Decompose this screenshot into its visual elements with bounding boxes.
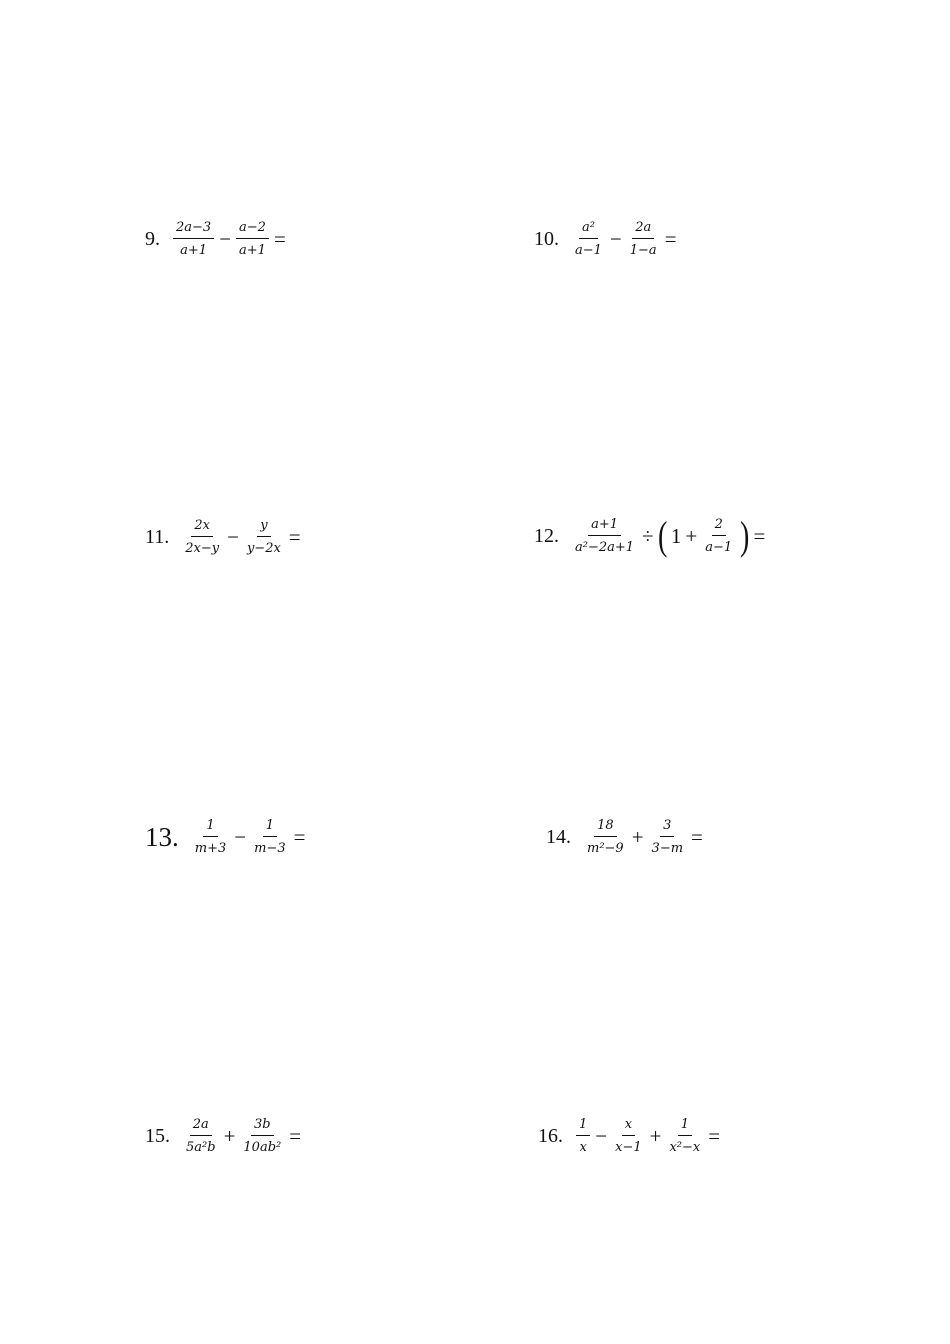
fraction	[576, 1117, 590, 1155]
denominator: x²−x	[669, 1140, 701, 1155]
fraction	[240, 1117, 284, 1155]
plus-sign: +	[223, 1123, 236, 1148]
denominator: 3−m	[651, 841, 684, 856]
denominator: a−1	[705, 540, 733, 555]
numerator: a+1	[588, 517, 621, 536]
minus-sign: −	[227, 524, 239, 549]
numerator: 18	[594, 818, 617, 837]
fraction	[236, 220, 269, 258]
numerator: 2	[712, 517, 726, 536]
problem-number: 13.	[145, 821, 179, 852]
denominator: a²−2a+1	[575, 540, 635, 555]
right-parenthesis: )	[740, 513, 750, 558]
fraction	[666, 1117, 703, 1155]
fraction	[182, 518, 222, 556]
numerator: 2x	[191, 518, 213, 537]
plus-sign: +	[649, 1123, 662, 1148]
fraction	[572, 517, 637, 555]
denominator: a−1	[575, 243, 602, 258]
fraction	[584, 818, 627, 856]
numerator: 1	[263, 818, 277, 837]
numerator: 2a	[190, 1117, 212, 1136]
problem-14	[546, 818, 705, 856]
minus-sign: −	[609, 226, 622, 251]
equals-sign: =	[288, 524, 301, 549]
problem-number: 15.	[145, 1124, 170, 1147]
denominator: x	[579, 1140, 587, 1155]
fraction	[612, 1117, 645, 1155]
numerator: y	[257, 518, 270, 537]
fraction	[572, 220, 605, 258]
constant-term: 1	[670, 523, 682, 548]
denominator: a+1	[180, 243, 208, 258]
denominator: 2x−y	[185, 541, 220, 556]
problem-15	[145, 1117, 303, 1155]
denominator: x−1	[615, 1140, 642, 1155]
plus-sign: +	[631, 824, 644, 849]
numerator: 1	[576, 1117, 590, 1136]
fraction	[192, 818, 230, 856]
denominator: y−2x	[246, 541, 281, 556]
denominator: m²−9	[587, 841, 624, 856]
fraction	[183, 1117, 219, 1155]
equals-sign: =	[273, 226, 286, 251]
fraction	[173, 220, 214, 258]
denominator: 10ab²	[243, 1140, 282, 1155]
problem-11	[145, 518, 303, 556]
problem-number: 14.	[546, 825, 571, 848]
equals-sign: =	[289, 1123, 302, 1148]
denominator: 5a²b	[186, 1140, 216, 1155]
denominator: m−3	[254, 841, 286, 856]
numerator: 1	[203, 818, 217, 837]
problem-number: 11.	[145, 525, 170, 548]
minus-sign: −	[595, 1123, 608, 1148]
numerator: a−2	[236, 220, 269, 239]
fraction	[649, 818, 687, 856]
equals-sign: =	[691, 824, 703, 849]
equals-sign: =	[664, 226, 677, 251]
numerator: x	[622, 1117, 635, 1136]
problem-number: 16.	[538, 1124, 563, 1147]
fraction	[244, 518, 284, 556]
problem-number: 10.	[534, 227, 559, 250]
minus-sign: −	[219, 226, 232, 251]
divide-sign: ÷	[642, 523, 654, 548]
denominator: m+3	[194, 841, 227, 856]
problem-16	[538, 1117, 722, 1155]
numerator: 3b	[251, 1117, 274, 1136]
numerator: 2a−3	[173, 220, 214, 239]
numerator: 1	[678, 1117, 692, 1136]
problem-number: 9.	[145, 227, 160, 250]
equals-sign: =	[753, 523, 766, 548]
left-parenthesis: (	[657, 513, 667, 558]
fraction	[702, 517, 735, 555]
numerator: 2a	[632, 220, 654, 239]
numerator: a²	[579, 220, 598, 239]
fraction	[251, 818, 289, 856]
problem-12	[534, 513, 767, 558]
equals-sign: =	[293, 824, 306, 849]
problem-13	[145, 818, 307, 856]
equals-sign: =	[708, 1123, 721, 1148]
denominator: 1−a	[629, 243, 657, 258]
numerator: 3	[660, 818, 674, 837]
problem-number: 12.	[534, 524, 559, 547]
problem-9	[145, 220, 288, 258]
problem-10	[534, 220, 679, 258]
minus-sign: −	[234, 824, 247, 849]
fraction	[627, 220, 660, 258]
plus-sign: +	[685, 523, 698, 548]
denominator: a+1	[239, 243, 266, 258]
